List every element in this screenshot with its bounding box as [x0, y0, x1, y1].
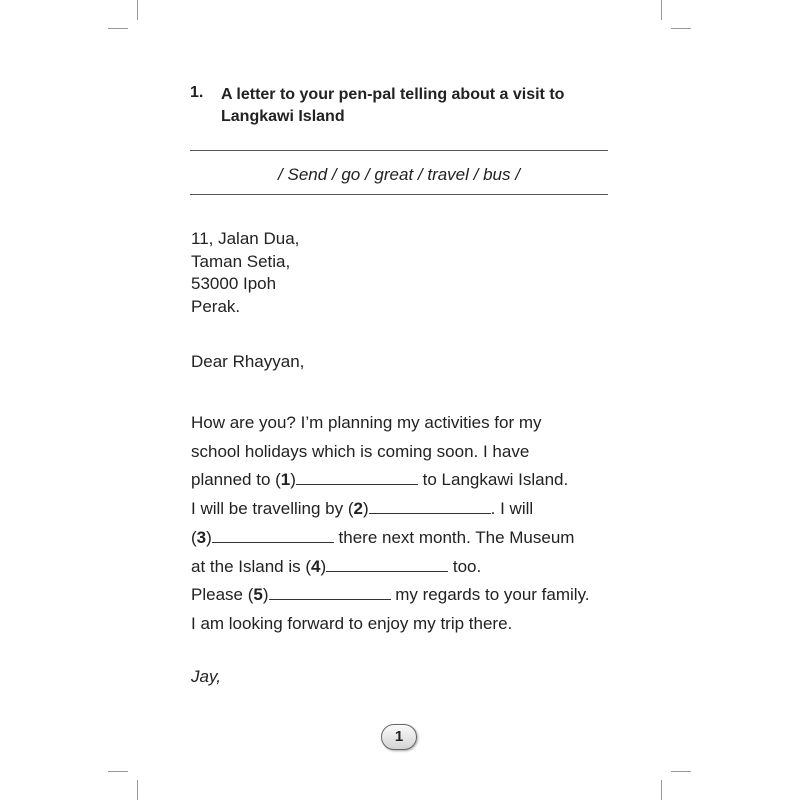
crop-mark: [661, 0, 662, 20]
body-line: [191, 495, 631, 524]
blank-number: 5: [253, 585, 263, 605]
address-line: 53000 Ipoh: [191, 274, 277, 293]
line-text: planned to (: [191, 470, 281, 490]
answer-blank-1[interactable]: [296, 469, 418, 485]
body-line: [191, 438, 631, 467]
line-text: How are you? I’m planning my activities for my: [191, 413, 542, 432]
answer-blank-5[interactable]: [269, 584, 391, 600]
body-line: [191, 610, 631, 639]
word-bank-top-rule: [190, 150, 608, 151]
address-line: Perak.: [191, 296, 241, 316]
question-title: A letter to your pen-pal telling about a visit to Langkawi Island: [221, 86, 565, 125]
answer-blank-2[interactable]: [369, 498, 491, 514]
address-line: Taman Setia,: [191, 251, 291, 271]
crop-mark: [671, 28, 691, 29]
question-number: 1.: [190, 84, 204, 101]
blank-number: 1: [280, 470, 291, 490]
crop-mark: [108, 771, 128, 772]
body-line: [191, 466, 631, 495]
body-line: [191, 553, 631, 582]
body-line: [191, 409, 631, 438]
line-text: ): [262, 585, 269, 605]
line-text: too.: [448, 556, 482, 576]
crop-mark: [137, 780, 138, 800]
line-text: Please (: [191, 585, 254, 605]
blank-number: 4: [311, 556, 321, 576]
crop-mark: [671, 771, 691, 772]
line-text: I will be travelling by (: [191, 499, 354, 519]
crop-mark: [661, 780, 662, 800]
answer-blank-3[interactable]: [212, 527, 334, 543]
line-text: school holidays which is coming soon. I have: [191, 441, 530, 461]
line-text: ): [290, 470, 296, 490]
page-number-badge: 1: [381, 724, 417, 750]
line-text: there next month. The Museum: [333, 527, 575, 547]
crop-mark: [108, 28, 128, 29]
letter-body: [191, 409, 631, 639]
word-bank: / Send / go / great / travel / bus /: [278, 165, 520, 184]
word-bank-bottom-rule: [190, 194, 608, 195]
address-line: 11, Jalan Dua,: [191, 229, 300, 248]
line-text: ): [206, 527, 212, 547]
line-text: ): [362, 499, 369, 519]
body-line: [191, 581, 631, 610]
line-text: . I will: [490, 499, 534, 519]
answer-blank-4[interactable]: [326, 556, 448, 572]
sender-address: [191, 228, 299, 318]
line-text: my regards to your family.: [390, 585, 590, 605]
line-text: I am looking forward to enjoy my trip there.: [191, 613, 513, 633]
crop-mark: [137, 0, 138, 20]
letter-greeting: Dear Rhayyan,: [191, 352, 305, 371]
blank-number: 3: [196, 527, 207, 547]
letter-signature: Jay,: [191, 667, 221, 686]
body-line: [191, 524, 631, 553]
line-text: ): [320, 556, 327, 576]
line-text: (: [191, 527, 197, 547]
line-text: to Langkawi Island.: [417, 470, 569, 490]
line-text: at the Island is (: [191, 556, 312, 576]
blank-number: 2: [353, 499, 363, 519]
